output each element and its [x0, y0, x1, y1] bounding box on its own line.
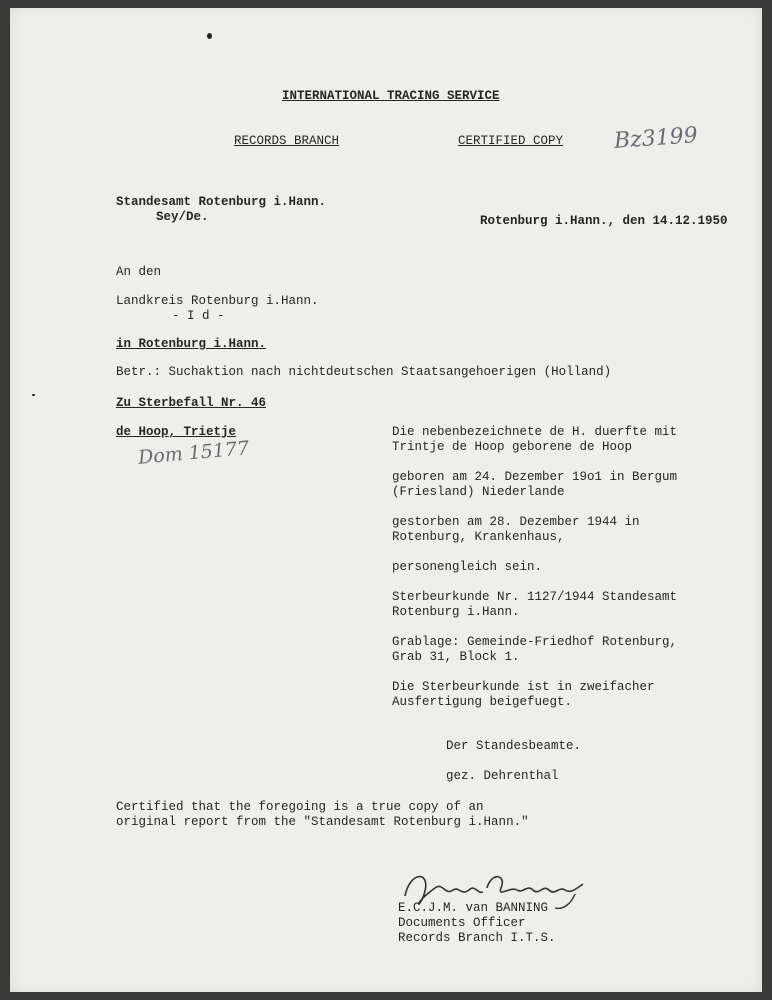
body-line: Grab 31, Block 1. — [392, 650, 520, 664]
deceased-name: de Hoop, Trietje — [116, 425, 237, 439]
sender-office: Standesamt Rotenburg i.Hann. — [116, 195, 327, 209]
recipient-line-1: Landkreis Rotenburg i.Hann. — [116, 294, 319, 308]
body-line: Rotenburg i.Hann. — [392, 605, 520, 619]
body-line: (Friesland) Niederlande — [392, 485, 565, 499]
body-line: Die nebenbezeichnete de H. duerfte mit — [392, 425, 678, 439]
certification-line-2: original report from the "Standesamt Rotenburg i.Hann." — [116, 815, 529, 829]
place-date: Rotenburg i.Hann., den 14.12.1950 — [480, 214, 728, 228]
org-heading: INTERNATIONAL TRACING SERVICE — [282, 89, 500, 103]
branch-heading: RECORDS BRANCH — [234, 134, 340, 148]
handwritten-reference-side: Dom 15177 — [137, 437, 250, 469]
case-number: Zu Sterbefall Nr. 46 — [116, 396, 267, 410]
body-line: geboren am 24. Dezember 19o1 in Bergum — [392, 470, 678, 484]
subject-line: Betr.: Suchaktion nach nichtdeutschen Staatsangehoerigen (Holland) — [116, 365, 612, 379]
recipient-line-3: in Rotenburg i.Hann. — [116, 337, 267, 351]
signatory-title: Documents Officer — [398, 916, 526, 930]
punch-mark — [207, 33, 212, 39]
body-line: Sterbeurkunde Nr. 1127/1944 Standesamt — [392, 590, 678, 604]
body-line: personengleich sein. — [392, 560, 543, 574]
body-line: Rotenburg, Krankenhaus, — [392, 530, 565, 544]
sender-reference: Sey/De. — [156, 210, 209, 224]
recipient-line-2: - I d - — [172, 309, 225, 323]
certification-line-1: Certified that the foregoing is a true copy of an — [116, 800, 484, 814]
body-line: Grablage: Gemeinde-Friedhof Rotenburg, — [392, 635, 678, 649]
signatory-department: Records Branch I.T.S. — [398, 931, 556, 945]
closing-title: Der Standesbeamte. — [446, 739, 582, 753]
salutation: An den — [116, 265, 162, 279]
handwritten-reference-top: Bz3199 — [613, 123, 699, 154]
certified-copy-heading: CERTIFIED COPY — [458, 134, 564, 148]
signatory-name: E.C.J.M. van BANNING — [398, 901, 549, 915]
closing-signed: gez. Dehrenthal — [446, 769, 559, 783]
body-line: Trintje de Hoop geborene de Hoop — [392, 440, 633, 454]
body-line: gestorben am 28. Dezember 1944 in — [392, 515, 640, 529]
document-page — [10, 8, 762, 992]
body-line: Die Sterbeurkunde ist in zweifacher — [392, 680, 655, 694]
margin-mark — [32, 394, 35, 396]
body-line: Ausfertigung beigefuegt. — [392, 695, 573, 709]
